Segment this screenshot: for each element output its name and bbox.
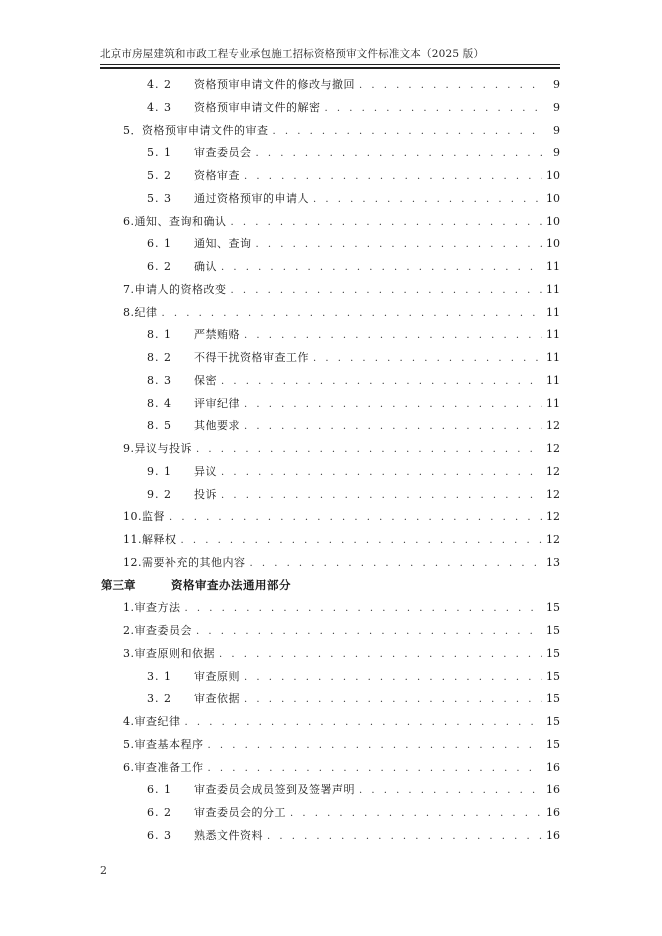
toc-dot-leader <box>219 649 542 660</box>
toc-dot-leader <box>325 103 545 114</box>
toc-page-number: 12 <box>546 510 560 524</box>
toc-entry-title: 资格审查 <box>194 169 240 182</box>
toc-subsection-entry[interactable] <box>147 417 560 437</box>
toc-entry-title: 3.审查原则和依据 <box>123 646 215 660</box>
toc-page-number: 9 <box>553 100 560 114</box>
toc-entry-title: 5．资格预审申请文件的审查 <box>123 123 269 137</box>
toc-dot-leader <box>267 831 542 842</box>
toc-entry-title: 不得干扰资格审查工作 <box>194 351 309 364</box>
toc-page-number: 12 <box>546 533 560 546</box>
toc-dot-leader <box>196 444 542 455</box>
toc-entry-title: 12.需要补充的其他内容 <box>123 555 246 569</box>
toc-dot-leader <box>244 672 542 683</box>
toc-dot-leader <box>244 330 542 341</box>
toc-dot-leader <box>181 535 543 546</box>
toc-entry-title: 保密 <box>194 373 217 387</box>
toc-subsection-entry[interactable] <box>147 827 560 847</box>
toc-entry-number: 8. 4 <box>147 396 172 410</box>
toc-dot-leader <box>231 217 543 228</box>
toc-dot-leader <box>313 194 542 205</box>
toc-section-entry[interactable] <box>123 440 560 460</box>
toc-dot-leader <box>256 239 543 250</box>
toc-dot-leader <box>244 694 542 705</box>
toc-entry-title: 11.解释权 <box>123 533 177 546</box>
toc-entry-number: 3. 1 <box>147 669 172 683</box>
toc-entry-number: 5. 1 <box>147 146 172 160</box>
toc-page-number: 15 <box>546 601 560 615</box>
toc-page-number: 11 <box>546 260 560 273</box>
toc-entry-title: 其他要求 <box>194 419 240 433</box>
toc-section-entry[interactable] <box>123 213 560 233</box>
toc-page-number: 12 <box>546 419 560 433</box>
toc-page-number: 11 <box>546 305 560 319</box>
toc-dot-leader <box>244 171 542 182</box>
toc-entry-title: 10.监督 <box>123 510 165 524</box>
header-rule-thick <box>100 67 560 69</box>
toc-section-entry[interactable] <box>123 531 560 551</box>
toc-page-number: 15 <box>546 737 560 751</box>
toc-subsection-entry[interactable] <box>147 235 560 255</box>
toc-entry-title: 资格预审申请文件的修改与撤回 <box>194 78 355 91</box>
toc-entry-title: 严禁贿赂 <box>194 328 240 342</box>
toc-entry-title: 熟悉文件资料 <box>194 828 263 842</box>
toc-entry-title: 4.审查纪律 <box>123 715 181 728</box>
toc-entry-title: 8.纪律 <box>123 305 158 319</box>
toc-subsection-entry[interactable] <box>147 486 560 506</box>
toc-entry-title: 审查依据 <box>194 692 240 706</box>
toc-page-number: 9 <box>553 123 560 137</box>
toc-section-entry[interactable] <box>123 622 560 642</box>
toc-subsection-entry[interactable] <box>147 99 560 119</box>
toc-section-entry[interactable] <box>123 645 560 665</box>
toc-dot-leader <box>169 512 542 523</box>
toc-page-number: 11 <box>546 328 560 342</box>
toc-entry-number: 6. 2 <box>147 806 172 819</box>
header-rule-thin <box>100 64 560 65</box>
toc-dot-leader <box>162 308 543 319</box>
toc-page-number: 11 <box>546 396 560 410</box>
toc-entry-title: 2.审查委员会 <box>123 624 192 637</box>
toc-chapter-number: 第三章 <box>101 577 136 592</box>
toc-entry-number: 9. 2 <box>147 487 172 501</box>
toc-entry-number: 9. 1 <box>147 464 172 478</box>
toc-subsection-entry[interactable] <box>147 144 560 164</box>
toc-page-number: 13 <box>546 555 560 569</box>
toc-entry-title: 5.审查基本程序 <box>123 737 204 751</box>
toc-entry-number: 8. 3 <box>147 373 172 387</box>
toc-dot-leader <box>244 399 542 410</box>
toc-section-entry[interactable] <box>123 122 560 142</box>
toc-dot-leader <box>290 808 542 819</box>
toc-dot-leader <box>313 353 542 364</box>
toc-page-number: 15 <box>546 669 560 683</box>
toc-dot-leader <box>208 740 543 751</box>
toc-dot-leader <box>359 80 544 91</box>
toc-page-number: 10 <box>546 214 560 228</box>
toc-section-entry[interactable] <box>123 304 560 324</box>
toc-dot-leader <box>196 626 542 637</box>
toc-section-entry[interactable] <box>123 281 560 301</box>
toc-page-number: 16 <box>546 760 560 774</box>
toc-subsection-entry[interactable] <box>147 372 560 392</box>
toc-entry-title: 审查委员会 <box>194 146 252 160</box>
toc-subsection-entry[interactable] <box>147 76 560 96</box>
toc-page-number: 16 <box>546 783 560 797</box>
toc-entry-number: 6. 1 <box>147 783 172 797</box>
toc-dot-leader <box>256 148 545 159</box>
toc-subsection-entry[interactable] <box>147 395 560 415</box>
toc-entry-title: 6.通知、查询和确认 <box>123 214 227 228</box>
toc-entry-number: 5. 3 <box>147 191 172 205</box>
toc-page-number: 10 <box>546 169 560 182</box>
toc-dot-leader <box>221 262 542 273</box>
toc-dot-leader <box>273 126 545 137</box>
toc-section-entry[interactable] <box>123 736 560 756</box>
toc-subsection-entry[interactable] <box>147 463 560 483</box>
toc-entry-title: 确认 <box>194 260 217 273</box>
toc-subsection-entry[interactable] <box>147 690 560 710</box>
toc-entry-number: 3. 2 <box>147 692 172 706</box>
toc-chapter-entry[interactable] <box>101 577 560 597</box>
toc-subsection-entry[interactable] <box>147 258 560 278</box>
toc-entry-number: 4. 2 <box>147 78 172 91</box>
toc-dot-leader <box>359 785 542 796</box>
toc-entry-number: 8. 1 <box>147 328 172 342</box>
toc-page-number: 15 <box>546 646 560 660</box>
page-number: 2 <box>100 864 107 877</box>
toc-page-number: 16 <box>546 806 560 819</box>
toc-dot-leader <box>250 558 543 569</box>
toc-subsection-entry[interactable] <box>147 781 560 801</box>
toc-entry-number: 6. 1 <box>147 237 172 251</box>
toc-entry-title: 6.审查准备工作 <box>123 760 204 774</box>
toc-subsection-entry[interactable] <box>147 190 560 210</box>
toc-section-entry[interactable] <box>123 508 560 528</box>
toc-entry-title: 9.异议与投诉 <box>123 442 192 455</box>
toc-section-entry[interactable] <box>123 759 560 779</box>
toc-entry-title: 资格预审申请文件的解密 <box>194 100 321 114</box>
toc-page-number: 15 <box>546 692 560 706</box>
toc-chapter-title: 资格审查办法通用部分 <box>171 577 291 592</box>
toc-entry-title: 异议 <box>194 464 217 478</box>
toc-page-number: 10 <box>546 191 560 205</box>
toc-entry-number: 4. 3 <box>147 100 172 114</box>
toc-section-entry[interactable] <box>123 554 560 574</box>
toc-page-number: 16 <box>546 828 560 842</box>
toc-page-number: 11 <box>546 351 560 364</box>
toc-dot-leader <box>185 717 543 728</box>
toc-dot-leader <box>221 490 542 501</box>
toc-page-number: 12 <box>546 464 560 478</box>
toc-entry-title: 投诉 <box>194 487 217 501</box>
toc-subsection-entry[interactable] <box>147 326 560 346</box>
toc-page-number: 15 <box>546 715 560 728</box>
toc-entry-title: 通知、查询 <box>194 237 252 251</box>
toc-section-entry[interactable] <box>123 713 560 733</box>
toc-page-number: 10 <box>546 237 560 251</box>
toc-page-number: 9 <box>553 146 560 160</box>
toc-page-number: 9 <box>553 78 560 91</box>
toc-entry-number: 6. 2 <box>147 260 172 273</box>
toc-entry-title: 评审纪律 <box>194 396 240 410</box>
toc-entry-number: 6. 3 <box>147 828 172 842</box>
toc-page-number: 12 <box>546 487 560 501</box>
toc-section-entry[interactable] <box>123 599 560 619</box>
toc-page-number: 15 <box>546 624 560 637</box>
toc-entry-title: 通过资格预审的申请人 <box>194 191 309 205</box>
toc-entry-title: 审查委员会成员签到及签署声明 <box>194 783 355 797</box>
toc-dot-leader <box>244 421 542 432</box>
toc-subsection-entry[interactable] <box>147 804 560 824</box>
toc-entry-number: 8. 5 <box>147 419 172 433</box>
toc-subsection-entry[interactable] <box>147 668 560 688</box>
toc-dot-leader <box>221 376 542 387</box>
toc-dot-leader <box>185 603 543 614</box>
toc-entry-title: 审查原则 <box>194 669 240 683</box>
toc-subsection-entry[interactable] <box>147 349 560 369</box>
toc-entry-title: 7.申请人的资格改变 <box>123 282 227 296</box>
toc-page-number: 12 <box>546 442 560 455</box>
toc-page-number: 11 <box>546 373 560 387</box>
toc-dot-leader <box>208 763 543 774</box>
toc-entry-number: 5. 2 <box>147 169 172 182</box>
toc-entry-number: 8. 2 <box>147 351 172 364</box>
toc-dot-leader <box>221 467 542 478</box>
toc-page-number: 11 <box>546 282 560 296</box>
header-title: 北京市房屋建筑和市政工程专业承包施工招标资格预审文件标准文本（2025 版） <box>100 48 485 60</box>
toc-entry-title: 1.审查方法 <box>123 601 181 615</box>
toc-subsection-entry[interactable] <box>147 167 560 187</box>
toc-entry-title: 审查委员会的分工 <box>194 806 286 819</box>
toc-dot-leader <box>231 285 543 296</box>
